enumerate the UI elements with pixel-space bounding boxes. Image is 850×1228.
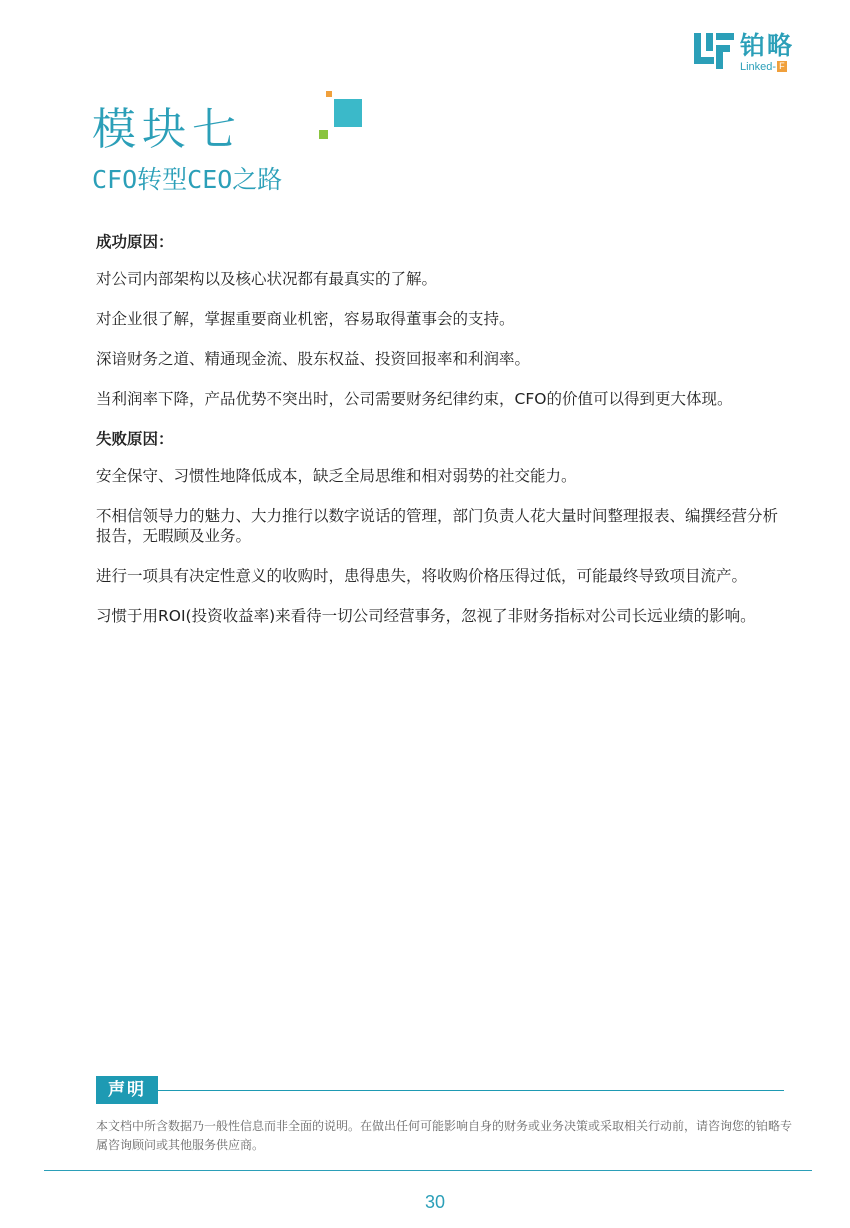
main-content [96,228,786,626]
brand-name-cn: 铂略 [740,31,795,60]
brand-name-en: Linked- F [740,61,785,73]
disclaimer-text: 本文档中所含数据乃一般性信息而非全面的说明。在做出任何可能影响自身的财务或业务决策或采取相关行动前，请咨询您的铂略专属咨询顾问或其他服务供应商。 [96,1119,793,1152]
failure-item: 进行一项具有决定性意义的收购时，患得患失，将收购价格压得过低，可能最终导致项目流产。 [96,567,748,585]
success-heading: 成功原因： [96,233,174,251]
success-item: 对公司内部架构以及核心状况都有最真实的了解。 [96,270,438,288]
disclaimer-label: 声明 [96,1076,158,1104]
failure-item: 不相信领导力的魅力、大力推行以数字说话的管理，部门负责人花大量时间整理报表、编撰经营分析报告，无暇顾及业务。 [96,507,779,545]
footer-divider [44,1170,812,1171]
failure-item: 习惯于用ROI(投资收益率)来看待一切公司经营事务，忽视了非财务指标对公司长远业绩的影响。 [96,607,756,625]
page-number: 30 [424,1192,446,1212]
linked-f-logo-icon [692,31,736,71]
success-item: 深谙财务之道、精通现金流、股东权益、投资回报率和利润率。 [96,350,531,368]
success-item: 当利润率下降，产品优势不突出时，公司需要财务纪律约束，CFO的价值可以得到更大体现。 [96,390,733,408]
decorative-squares-icon [316,88,366,144]
module-subtitle: CFO转型CEO之路 [92,165,283,194]
brand-f-badge: F [779,61,785,71]
success-item: 对企业很了解，掌握重要商业机密，容易取得董事会的支持。 [96,310,515,328]
module-title: 模块七 [92,104,242,155]
brand-logo [692,31,812,75]
failure-item: 安全保守、习惯性地降低成本，缺乏全局思维和相对弱势的社交能力。 [96,467,577,485]
disclaimer-divider [158,1090,784,1091]
failure-heading: 失败原因： [96,430,174,448]
